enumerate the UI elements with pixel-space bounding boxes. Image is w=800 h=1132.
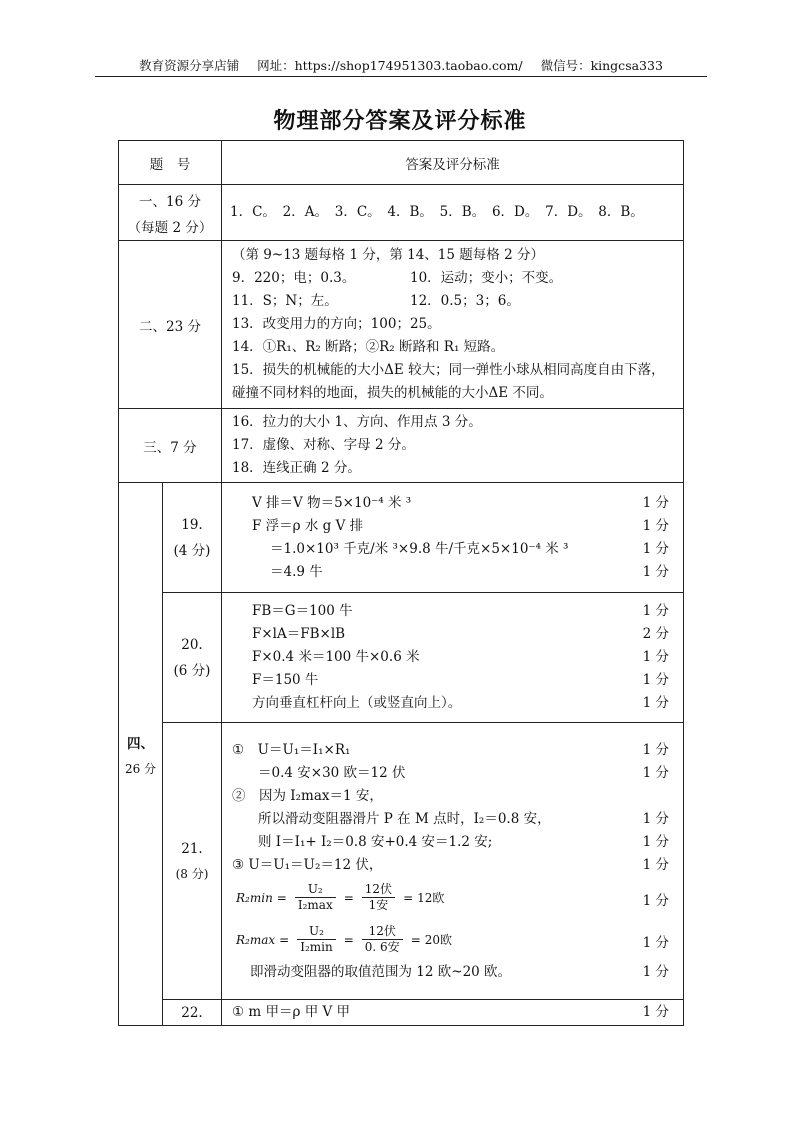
section-1-per-item: （每题 2 分）: [127, 219, 213, 236]
section-1-label: [119, 185, 222, 241]
q20-points: (6 分): [173, 662, 211, 679]
q21-label: [163, 723, 222, 1000]
q9-answer: 9．220；电；0.3。: [232, 270, 356, 286]
fraction-numerator: 12伏: [362, 882, 395, 898]
q21-formula-min: [222, 877, 683, 919]
header-answer-criteria: 答案及评分标准: [222, 141, 684, 185]
q19-points: (4 分): [173, 542, 211, 559]
q21-line2: [222, 762, 683, 785]
q20-label: [163, 593, 222, 723]
fraction-numerator: U₂: [295, 882, 336, 898]
q19-text4: ＝4.9 牛: [270, 563, 323, 580]
q19-text3: ＝1.0×10³ 千克/米 ³×9.8 牛/千克×5×10⁻⁴ 米 ³: [270, 540, 569, 557]
r2min-result: 12欧: [417, 891, 445, 905]
section-4-score: 26 分: [124, 761, 157, 776]
section-4-label: [119, 483, 163, 1026]
fraction-12v-over-06a: [362, 924, 403, 955]
q21-point8: 1 分: [642, 934, 669, 951]
q22-point1: 1 分: [642, 1004, 669, 1020]
table-header-row: [119, 141, 684, 185]
equals-sign: =: [343, 890, 354, 905]
section-2-answers: [222, 241, 684, 409]
q20-line3: [222, 646, 683, 669]
q12-answer: 12．0.5；3；6。: [410, 293, 520, 309]
q19-line1: [222, 492, 683, 515]
q21-text3: ② 因为 I₂max＝1 安，: [232, 787, 383, 804]
q20-number: 20.: [181, 636, 203, 653]
q19-point4: 1 分: [642, 563, 669, 580]
r2max-result: 20欧: [424, 933, 453, 947]
q21-line6: [222, 854, 683, 877]
q19-text1: V 排＝V 物＝5×10⁻⁴ 米 ³: [252, 494, 412, 511]
section-3-answers: [222, 409, 684, 483]
q22-answers: [222, 1000, 684, 1026]
q19-answers: [222, 483, 684, 593]
q11-answer: 11．S；N；左。: [232, 293, 338, 309]
q20-point1: 1 分: [642, 603, 669, 619]
q21-point7: 1 分: [642, 892, 669, 909]
section-3-row: [119, 409, 684, 483]
q20-answers: [222, 593, 684, 723]
q21-point9: 1 分: [642, 963, 669, 980]
q19-point3: 1 分: [642, 540, 669, 557]
mcq-answers: 1．C。 2．A。 3．C。 4．B。 5．B。 6．D。 7．D。 8．B。: [230, 204, 644, 220]
q21-text1: ① U＝U₁＝I₁×R₁: [232, 741, 351, 758]
section-2-label: 二、23 分: [119, 241, 222, 409]
section-1-score: 一、16 分: [139, 193, 201, 210]
q21-points: (8 分): [175, 866, 209, 881]
q20-line5: [222, 692, 683, 715]
q20-text4: F＝150 牛: [252, 672, 319, 688]
page-header: [95, 56, 707, 77]
q20-text3: F×0.4 米＝100 牛×0.6 米: [252, 649, 420, 665]
q20-line4: [222, 669, 683, 692]
equals-sign: =: [279, 932, 290, 947]
q21-formula-max: [222, 919, 683, 961]
q21-text2: ＝0.4 安×30 欧＝12 伏: [258, 764, 406, 781]
q19-point2: 1 分: [642, 517, 669, 534]
fraction-numerator: U₂: [297, 924, 336, 940]
equals-sign: =: [343, 932, 354, 947]
q19-point1: 1 分: [642, 494, 669, 511]
q11-q12-line: [222, 290, 683, 313]
q20-point3: 1 分: [642, 649, 669, 665]
q21-number: 21.: [181, 840, 203, 857]
q22-row: [119, 1000, 684, 1026]
answer-table: [118, 140, 684, 1026]
q21-point5: 1 分: [642, 833, 669, 850]
q21-text5: 则 I＝I₁+ I₂＝0.8 安+0.4 安＝1.2 安;: [258, 833, 493, 850]
shop-url: 网址：https://shop174951303.taobao.com/: [257, 58, 523, 73]
fraction-u2-over-i2min: [297, 924, 336, 955]
q16-answer: 16．拉力的大小 1、方向、作用点 3 分。: [232, 414, 482, 430]
section-2-row: [119, 241, 684, 409]
q19-line4: [222, 561, 683, 584]
q15-answer-line2: 碰撞不同材料的地面，损失的机械能的大小ΔE 不同。: [232, 385, 553, 401]
q21-point1: 1 分: [642, 741, 669, 758]
section-1-answers: [222, 185, 684, 241]
fraction-12v-over-1a: [362, 882, 395, 913]
equals-sign: =: [410, 932, 421, 947]
r2max-symbol: R₂max: [236, 932, 276, 947]
q19-line2: [222, 515, 683, 538]
q21-text6: ③ U＝U₁＝U₂＝12 伏，: [232, 856, 383, 873]
fraction-denominator: I₂max: [297, 898, 333, 912]
q21-text7: 即滑动变阻器的取值范围为 12 欧~20 欧。: [250, 963, 512, 980]
page-title: 物理部分答案及评分标准: [273, 108, 527, 134]
q20-text1: FB＝G＝100 牛: [252, 603, 353, 619]
r2min-symbol: R₂min: [236, 890, 273, 905]
section-2-note: （第 9~13 题每格 1 分，第 14、15 题每格 2 分）: [232, 247, 544, 263]
q20-row: [119, 593, 684, 723]
q14-answer: 14．①R₁、R₂ 断路；②R₂ 断路和 R₁ 短路。: [232, 339, 505, 355]
q20-line1: [222, 600, 683, 623]
q21-line5: [222, 831, 683, 854]
q20-point2: 2 分: [642, 626, 669, 642]
section-4-title: 四、: [127, 735, 154, 752]
q21-line4: [222, 808, 683, 831]
q19-label: [163, 483, 222, 593]
q17-answer: 17．虚像、对称、字母 2 分。: [232, 437, 415, 453]
q13-answer: 13．改变用力的方向；100；25。: [232, 316, 441, 332]
q21-line3: [222, 785, 683, 808]
q21-line7: [222, 961, 683, 984]
q20-text5: 方向垂直杠杆向上（或竖直向上）。: [252, 695, 462, 711]
q19-line3: [222, 538, 683, 561]
fraction-u2-over-i2max: [295, 882, 336, 913]
q21-row: [119, 723, 684, 1000]
q21-line1: [222, 739, 683, 762]
fraction-numerator: 12伏: [362, 924, 403, 940]
q9-q10-line: [222, 267, 683, 290]
q21-point6: 1 分: [642, 856, 669, 873]
q22-text1: ① m 甲＝ρ 甲 V 甲: [232, 1004, 351, 1020]
q18-answer: 18．连线正确 2 分。: [232, 460, 361, 476]
q19-text2: F 浮＝ρ 水 g V 排: [252, 517, 364, 534]
fraction-denominator: 0. 6安: [364, 940, 400, 954]
fraction-denominator: 1安: [368, 898, 389, 912]
shop-name: 教育资源分享店铺: [139, 58, 240, 73]
q20-line2: [222, 623, 683, 646]
q21-point2: 1 分: [642, 764, 669, 781]
q20-text2: F×lA＝FB×lB: [252, 626, 346, 642]
section-3-label: 三、7 分: [119, 409, 222, 483]
q19-row: [119, 483, 684, 593]
header-question-no: 题 号: [119, 141, 222, 185]
q22-label: 22.: [163, 1000, 222, 1026]
q19-number: 19.: [181, 516, 203, 533]
q21-text4: 所以滑动变阻器滑片 P 在 M 点时，I₂＝0.8 安，: [258, 810, 551, 827]
q21-answers: [222, 723, 684, 1000]
q20-point4: 1 分: [642, 672, 669, 688]
q21-point4: 1 分: [642, 810, 669, 827]
q10-answer: 10．运动；变小；不变。: [410, 270, 563, 286]
q22-line1: [222, 1001, 683, 1024]
equals-sign: =: [276, 890, 287, 905]
q20-point5: 1 分: [642, 695, 669, 711]
fraction-denominator: I₂min: [300, 940, 333, 954]
equals-sign: =: [403, 890, 414, 905]
q15-answer-line1: 15．损失的机械能的大小ΔE 较大；同一弹性小球从相同高度自由下落，: [232, 362, 665, 378]
section-1-row: [119, 185, 684, 241]
wechat-id: 微信号：kingcsa333: [540, 58, 663, 73]
